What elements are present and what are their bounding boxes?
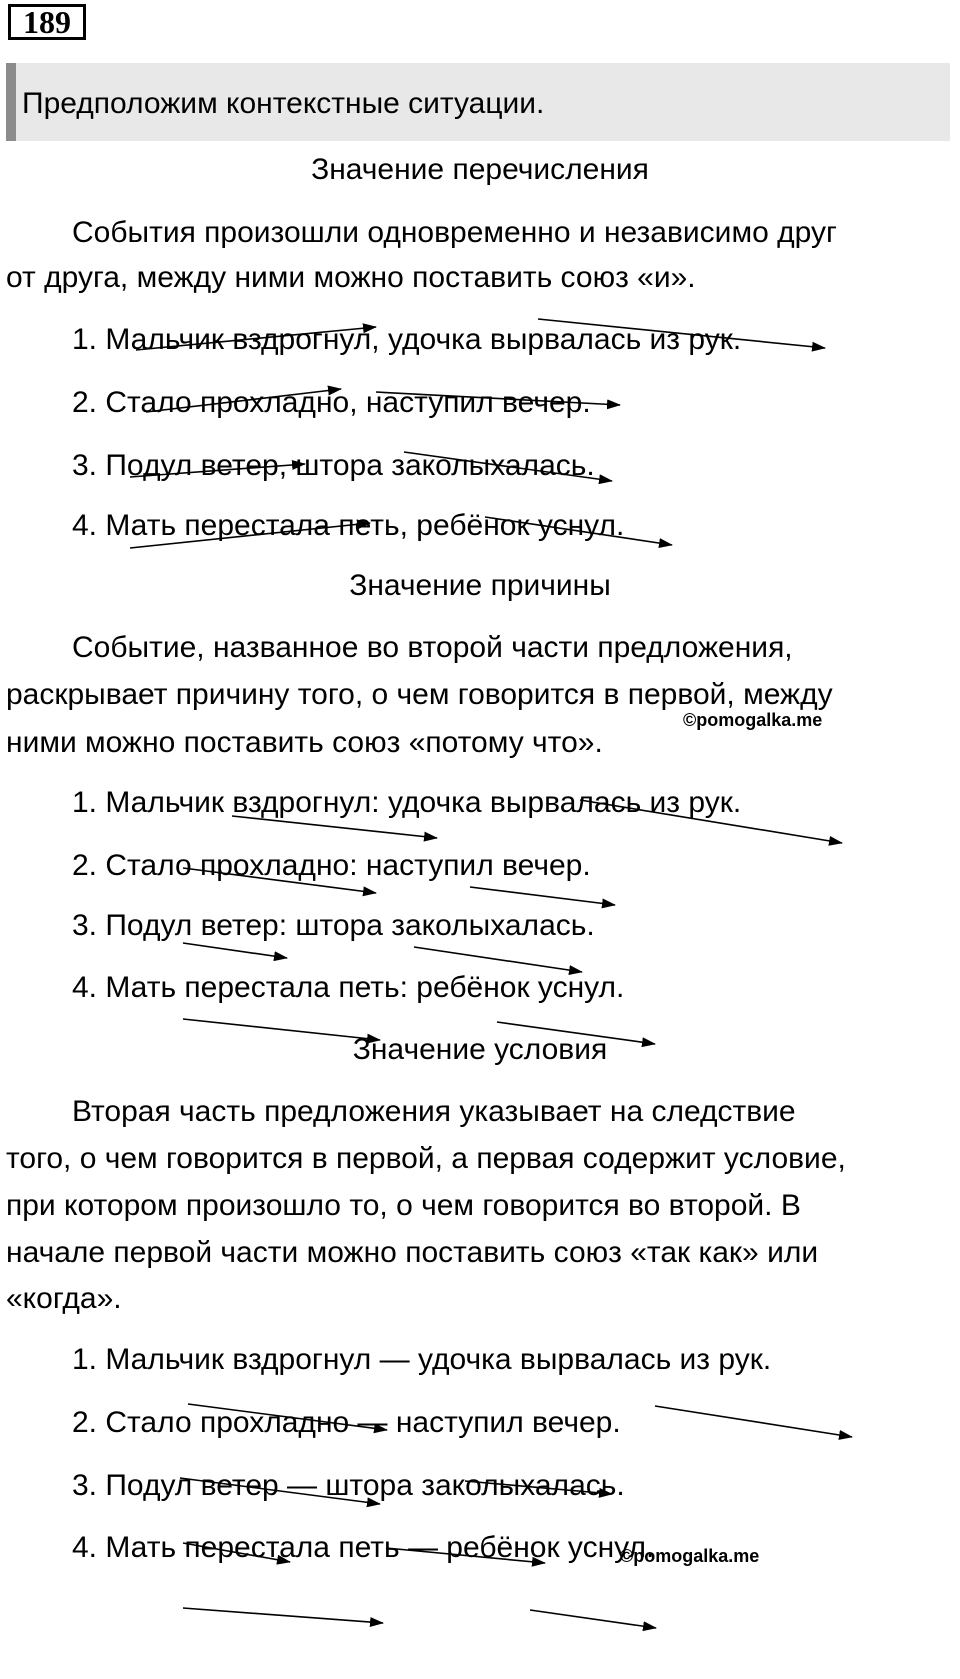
arrow bbox=[465, 1481, 612, 1494]
arrow bbox=[130, 464, 305, 477]
arrow bbox=[136, 327, 376, 350]
arrow bbox=[183, 943, 287, 958]
arrow bbox=[386, 1548, 545, 1563]
section1-item-2: 2. Стало прохладно, наступил вечер. bbox=[72, 386, 591, 419]
watermark-1: ©pomogalka.me bbox=[683, 710, 823, 730]
section1-paragraph-line1: События произошли одновременно и независимо друг bbox=[72, 216, 837, 249]
section2-paragraph-line1: Событие, названное во второй части предложения, bbox=[72, 631, 793, 664]
arrow bbox=[580, 800, 842, 843]
section1-item-3: 3. Подул ветер, штора заколыхалась. bbox=[72, 449, 595, 482]
arrow bbox=[376, 392, 620, 405]
section1-title: Значение перечисления bbox=[311, 153, 649, 186]
section3-item-1: 1. Мальчик вздрогнул — удочка вырвалась из рук. bbox=[72, 1343, 772, 1376]
arrow bbox=[183, 1543, 290, 1562]
section2-paragraph-line3: ними можно поставить союз «потому что». bbox=[6, 726, 603, 759]
section1-item-4: 4. Мать перестала петь, ребёнок уснул. bbox=[72, 509, 625, 542]
section3-item-3: 3. Подул ветер — штора заколыхалась. bbox=[72, 1469, 625, 1502]
arrow bbox=[188, 1404, 387, 1430]
section1-paragraph-line2: от друга, между ними можно поставить союз «и». bbox=[6, 261, 696, 294]
arrow bbox=[414, 947, 582, 972]
task-number: 189 bbox=[8, 4, 86, 40]
arrow bbox=[655, 1406, 852, 1437]
section3-paragraph-line1: Вторая часть предложения указывает на следствие bbox=[72, 1095, 796, 1128]
arrow bbox=[146, 389, 341, 412]
section3-paragraph-line5: «когда». bbox=[6, 1282, 122, 1315]
watermark-2: ©pomogalka.me bbox=[620, 1546, 760, 1566]
section3-paragraph-line4: начале первой части можно поставить союз «так как» или bbox=[6, 1236, 819, 1269]
arrow bbox=[538, 319, 825, 348]
arrow bbox=[232, 816, 437, 838]
section3-paragraph-line2: того, о чем говорится в первой, а первая содержит условие, bbox=[6, 1142, 846, 1175]
section2-title: Значение причины bbox=[349, 569, 611, 602]
arrow bbox=[130, 523, 370, 548]
section3-item-2: 2. Стало прохладно — наступил вечер. bbox=[72, 1406, 621, 1439]
arrow bbox=[530, 1610, 656, 1628]
section2-item-2: 2. Стало прохладно: наступил вечер. bbox=[72, 849, 591, 882]
section2-item-4: 4. Мать перестала петь: ребёнок уснул. bbox=[72, 971, 625, 1004]
section2-item-3: 3. Подул ветер: штора заколыхалась. bbox=[72, 909, 595, 942]
arrow bbox=[497, 1022, 655, 1044]
section1-item-1: 1. Мальчик вздрогнул, удочка вырвалась из рук. bbox=[72, 323, 742, 356]
arrow bbox=[183, 868, 376, 893]
section3-title: Значение условия bbox=[352, 1033, 608, 1066]
section2-item-1: 1. Мальчик вздрогнул: удочка вырвалась из рук. bbox=[72, 786, 742, 819]
arrow bbox=[183, 1608, 383, 1623]
arrow bbox=[404, 452, 612, 481]
arrow bbox=[180, 1478, 380, 1504]
arrow bbox=[485, 517, 672, 545]
arrow bbox=[470, 887, 615, 905]
section2-paragraph-line2: раскрывает причину того, о чем говорится в первой, между bbox=[6, 678, 833, 711]
section3-paragraph-line3: при котором произошло то, о чем говорится во второй. В bbox=[6, 1189, 801, 1222]
section3-item-4: 4. Мать перестала петь — ребёнок уснул. bbox=[72, 1531, 655, 1564]
header-text: Предположим контекстные ситуации. bbox=[22, 87, 545, 120]
arrow bbox=[183, 1019, 380, 1040]
